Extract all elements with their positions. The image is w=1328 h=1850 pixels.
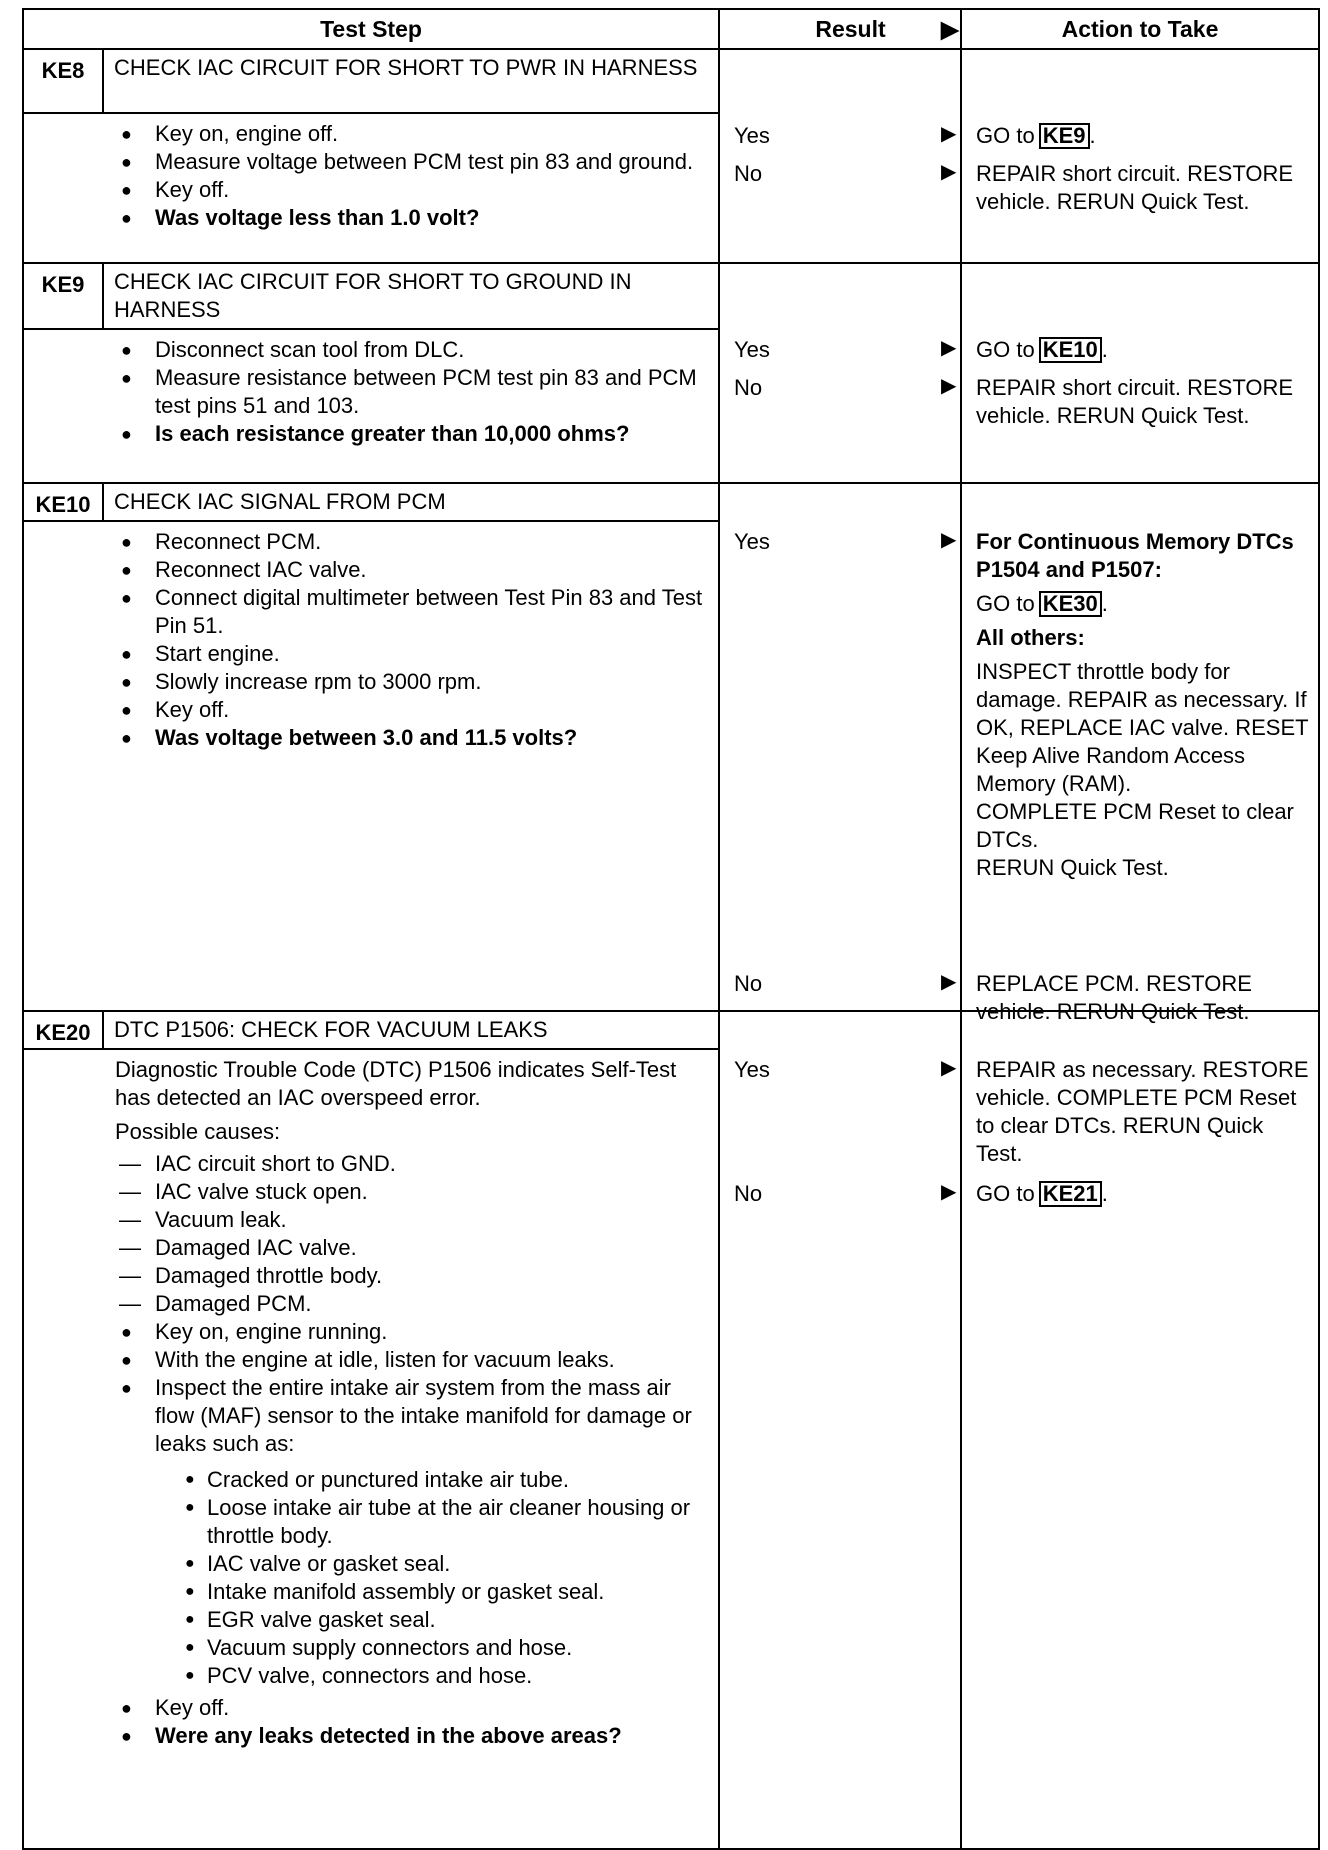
step-title-row [23, 1011, 1319, 1049]
goto-step-link[interactable]: KE21 [1039, 1181, 1102, 1207]
step-id-spacer [23, 113, 103, 263]
sub-bullet-item: ● Vacuum supply connectors and hose. [183, 1634, 708, 1662]
step-id-spacer [23, 329, 103, 483]
result-no: No [734, 1181, 763, 1206]
bullet-item: ● Key off. [115, 176, 708, 204]
action-text: COMPLETE PCM Reset to clear DTCs. [976, 799, 1294, 852]
step-id: KE20 [23, 1011, 103, 1049]
step-body [103, 1049, 719, 1849]
step-title-row [23, 49, 1319, 113]
step-title: CHECK IAC CIRCUIT FOR SHORT TO GROUND IN HARNESS [103, 263, 719, 329]
action-text: . [1101, 1181, 1108, 1206]
cause-item: — Damaged IAC valve. [115, 1234, 708, 1262]
action-text: GO to [976, 591, 1035, 616]
goto-step-link[interactable]: KE30 [1039, 591, 1102, 617]
action-heading: All others: [976, 625, 1085, 650]
result-yes: Yes [734, 123, 770, 148]
step-body [103, 329, 719, 483]
action-cell [961, 49, 1319, 263]
step-title-row [23, 483, 1319, 521]
result-no: No [734, 161, 763, 186]
bullet-item: ● Disconnect scan tool from DLC. [115, 336, 708, 364]
header-test-step: Test Step [23, 9, 719, 49]
right-triangle-arrow-icon: ▶ [941, 337, 957, 359]
action-text: INSPECT throttle body for damage. REPAIR as necessary. If OK, REPLACE IAC valve. RESET Keep Alive Random Access Memory (RAM). [976, 659, 1309, 796]
right-triangle-arrow-icon: ▶ [941, 529, 957, 551]
right-triangle-arrow-icon: ▶ [941, 971, 957, 993]
action-no: REPAIR short circuit. RESTORE vehicle. RERUN Quick Test. [976, 161, 1294, 214]
arrow-cell [941, 1011, 961, 1849]
right-triangle-arrow-icon: ▶ [941, 161, 957, 183]
step-body [103, 113, 719, 263]
bullet-text: Inspect the entire intake air system from the mass air flow (MAF) sensor to the intake manifold for damage or leaks such as: [155, 1375, 692, 1456]
cause-item: — IAC circuit short to GND. [115, 1150, 708, 1178]
action-text: RERUN Quick Test. [976, 855, 1169, 880]
bullet-item: ● Measure resistance between PCM test pin 83 and PCM test pins 51 and 103. [115, 364, 708, 420]
bullet-item: ● Connect digital multimeter between Test Pin 83 and Test Pin 51. [115, 584, 708, 640]
action-yes [976, 122, 1096, 150]
sub-bullet-item: ● IAC valve or gasket seal. [183, 1550, 708, 1578]
action-no: REPLACE PCM. RESTORE vehicle. RERUN Quick Test. [976, 971, 1252, 1024]
result-cell [719, 483, 941, 1011]
bullet-item: ● With the engine at idle, listen for vacuum leaks. [115, 1346, 708, 1374]
right-triangle-arrow-icon: ▶ [941, 1057, 957, 1079]
action-heading: For Continuous Memory DTCs P1504 and P1507: [976, 529, 1294, 582]
bullet-item: ● Reconnect PCM. [115, 528, 708, 556]
bullet-item: ● Key off. [115, 1694, 708, 1722]
action-text: GO to [976, 337, 1035, 362]
step-body [103, 521, 719, 1011]
result-cell [719, 49, 941, 263]
step-intro: Diagnostic Trouble Code (DTC) P1506 indicates Self-Test has detected an IAC overspeed error. [115, 1057, 677, 1110]
step-title: CHECK IAC SIGNAL FROM PCM [103, 483, 719, 521]
header-arrow-cell [941, 9, 961, 49]
goto-step-link[interactable]: KE10 [1039, 337, 1102, 363]
header-action: Action to Take [961, 9, 1319, 49]
bullet-question: ● Is each resistance greater than 10,000 ohms? [115, 420, 708, 448]
bullet-item: ● Measure voltage between PCM test pin 83 and ground. [115, 148, 708, 176]
arrow-cell [941, 483, 961, 1011]
right-triangle-arrow-icon: ▶ [941, 15, 959, 42]
bullet-item: ● Key on, engine running. [115, 1318, 708, 1346]
step-title: DTC P1506: CHECK FOR VACUUM LEAKS [103, 1011, 719, 1049]
sub-bullet-item: ● Loose intake air tube at the air cleaner housing or throttle body. [183, 1494, 708, 1550]
arrow-cell [941, 49, 961, 263]
bullet-question: ● Was voltage less than 1.0 volt? [115, 204, 708, 232]
right-triangle-arrow-icon: ▶ [941, 123, 957, 145]
step-id-spacer [23, 1049, 103, 1849]
sub-bullet-item: ● Intake manifold assembly or gasket seal. [183, 1578, 708, 1606]
action-cell [961, 263, 1319, 483]
action-cell [961, 483, 1319, 1024]
bullet-item: ● Slowly increase rpm to 3000 rpm. [115, 668, 708, 696]
cause-item: — Damaged throttle body. [115, 1262, 708, 1290]
action-text: GO to [976, 123, 1035, 148]
diagnostic-page [22, 8, 1318, 1813]
result-yes: Yes [734, 337, 770, 362]
action-no [976, 1180, 1108, 1208]
right-triangle-arrow-icon: ▶ [941, 1181, 957, 1203]
action-text: . [1089, 123, 1096, 148]
right-triangle-arrow-icon: ▶ [941, 375, 957, 397]
cause-item: — Damaged PCM. [115, 1290, 708, 1318]
action-yes [976, 336, 1108, 364]
goto-step-link[interactable]: KE9 [1039, 123, 1090, 149]
step-id-spacer [23, 521, 103, 1011]
causes-label: Possible causes: [115, 1119, 281, 1144]
step-id: KE9 [23, 263, 103, 329]
result-cell [719, 1011, 941, 1849]
bullet-item: ● Reconnect IAC valve. [115, 556, 708, 584]
action-cell [961, 1011, 1319, 1849]
sub-bullet-item: ● PCV valve, connectors and hose. [183, 1662, 708, 1690]
step-title: CHECK IAC CIRCUIT FOR SHORT TO PWR IN HARNESS [103, 49, 719, 113]
result-yes: Yes [734, 529, 770, 554]
bullet-question: ● Was voltage between 3.0 and 11.5 volts? [115, 724, 708, 752]
step-id: KE8 [23, 49, 103, 113]
bullet-question: ● Were any leaks detected in the above areas? [115, 1722, 708, 1750]
header-result: Result [719, 9, 941, 49]
bullet-item: ● Key off. [115, 696, 708, 724]
sub-bullet-item: ● EGR valve gasket seal. [183, 1606, 708, 1634]
result-cell [719, 263, 941, 483]
result-no: No [734, 971, 763, 996]
action-yes: REPAIR as necessary. RESTORE vehicle. COMPLETE PCM Reset to clear DTCs. RERUN Quick Test. [976, 1057, 1309, 1166]
bullet-item: ● Start engine. [115, 640, 708, 668]
action-no: REPAIR short circuit. RESTORE vehicle. RERUN Quick Test. [976, 375, 1294, 428]
table-header-row [23, 9, 1319, 49]
action-goto [976, 590, 1314, 618]
action-yes [976, 528, 1314, 882]
bullet-item: ● Key on, engine off. [115, 120, 708, 148]
sub-bullet-item: ● Cracked or punctured intake air tube. [183, 1466, 708, 1494]
test-step-table [22, 8, 1320, 1850]
bullet-item [115, 1374, 708, 1690]
cause-item: — Vacuum leak. [115, 1206, 708, 1234]
arrow-cell [941, 263, 961, 483]
result-yes: Yes [734, 1057, 770, 1082]
step-title-row [23, 263, 1319, 329]
action-text: GO to [976, 1181, 1035, 1206]
result-no: No [734, 375, 763, 400]
step-id: KE10 [23, 483, 103, 521]
action-text: . [1101, 591, 1108, 616]
action-text: . [1101, 337, 1108, 362]
cause-item: — IAC valve stuck open. [115, 1178, 708, 1206]
